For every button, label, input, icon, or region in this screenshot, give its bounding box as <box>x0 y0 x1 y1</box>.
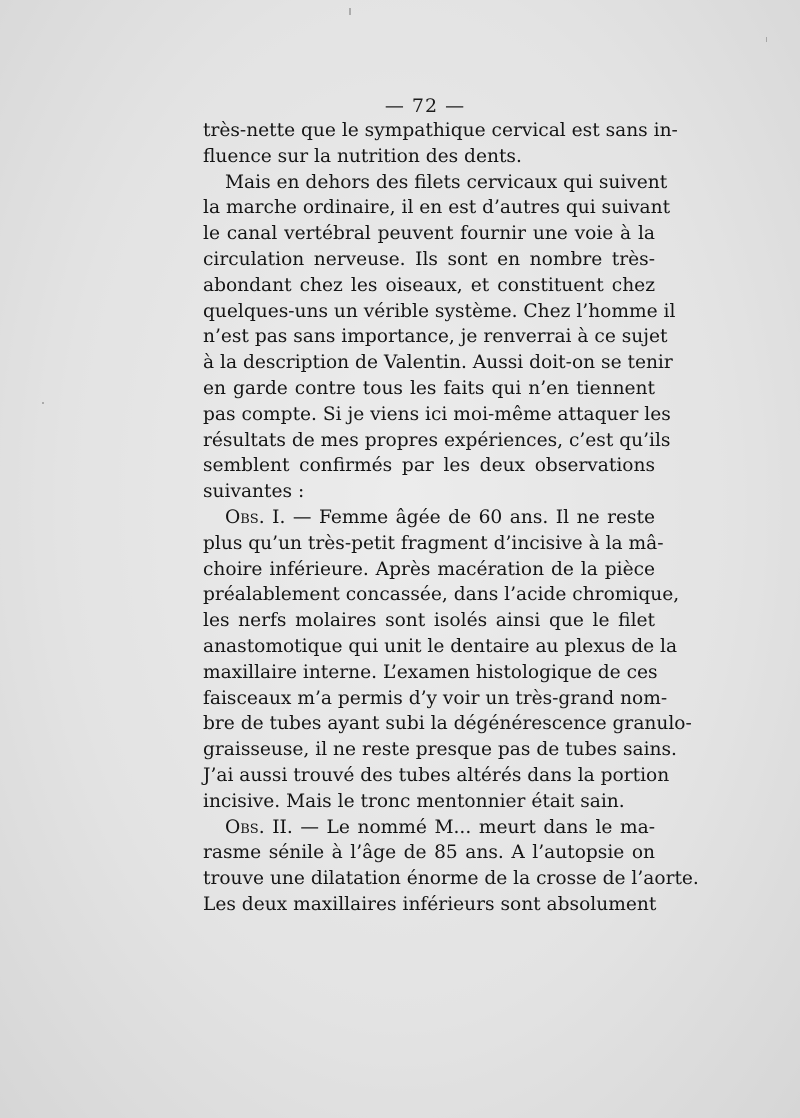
text-line: suivantes : <box>203 481 305 503</box>
text-line: le canal vertébral peuvent fournir une voie à la <box>203 223 655 245</box>
text-line: incisive. Mais le tronc mentonnier était sain. <box>203 790 625 812</box>
text-line: plus qu’un très-petit fragment d’incisive à la mâ- <box>203 532 664 554</box>
text-line: résultats de mes propres expériences, c’est qu’ils <box>203 429 671 451</box>
text-line: préalablement concassée, dans l’acide chromique, <box>203 584 680 606</box>
text-line: en garde contre tous les faits qui n’en tiennent <box>203 377 655 399</box>
text-line: pas compte. Si je viens ici moi-même attaquer les <box>203 403 671 425</box>
text-line: anastomotique qui unit le dentaire au plexus de la <box>203 635 678 657</box>
text-line: Les deux maxillaires inférieurs sont absolument <box>203 893 657 915</box>
text-line: n’est pas sans importance, je renverrai à ce sujet <box>203 326 668 348</box>
text-line: quelques-uns un vérible système. Chez l’homme il <box>203 300 676 322</box>
scan-speck <box>42 402 44 404</box>
text-line: rasme sénile à l’âge de 85 ans. A l’autopsie on <box>203 842 655 864</box>
text-line: circulation nerveuse. Ils sont en nombre très- <box>203 248 655 270</box>
text-line: semblent confirmés par les deux observations <box>203 455 655 477</box>
page-body-text <box>203 118 699 918</box>
text-line: très-nette que le sympathique cervical est sans in- <box>203 120 678 141</box>
observation-2-heading-line <box>203 815 655 841</box>
text-line: la marche ordinaire, il en est d’autres qui suivant <box>203 197 671 219</box>
page-number: — 72 — <box>384 95 466 117</box>
text-line: J’ai aussi trouvé des tubes altérés dans la portion <box>203 764 670 786</box>
text-line: maxillaire interne. L’examen histologique de ces <box>203 661 658 683</box>
observation-1-label: Obs. I. <box>225 506 286 528</box>
text-line: trouve une dilatation énorme de la crosse de l’aorte. <box>203 868 699 890</box>
observation-2-label: Obs. II. <box>225 816 293 838</box>
observation-1-heading-line <box>203 505 655 531</box>
text-line: abondant chez les oiseaux, et constituent chez <box>203 274 655 296</box>
observation-1-text: — Femme âgée de 60 ans. Il ne reste <box>285 506 656 528</box>
text-line: faisceaux m’a permis d’y voir un très-grand nom- <box>203 687 668 709</box>
text-line: bre de tubes ayant subi la dégénérescence granulo- <box>203 713 692 735</box>
scan-speck <box>349 8 351 15</box>
text-line: les nerfs molaires sont isolés ainsi que le filet <box>203 610 655 632</box>
text-line: Mais en dehors des filets cervicaux qui suivent <box>225 171 668 193</box>
text-line: à la description de Valentin. Aussi doit-on se tenir <box>203 352 673 374</box>
text-line: fluence sur la nutrition des dents. <box>203 145 522 167</box>
observation-2-text: — Le nommé M... meurt dans le ma- <box>292 816 655 838</box>
scan-speck <box>766 37 767 42</box>
text-line: choire inférieure. Après macération de la pièce <box>203 558 655 580</box>
text-line: graisseuse, il ne reste presque pas de tubes sains. <box>203 739 677 761</box>
